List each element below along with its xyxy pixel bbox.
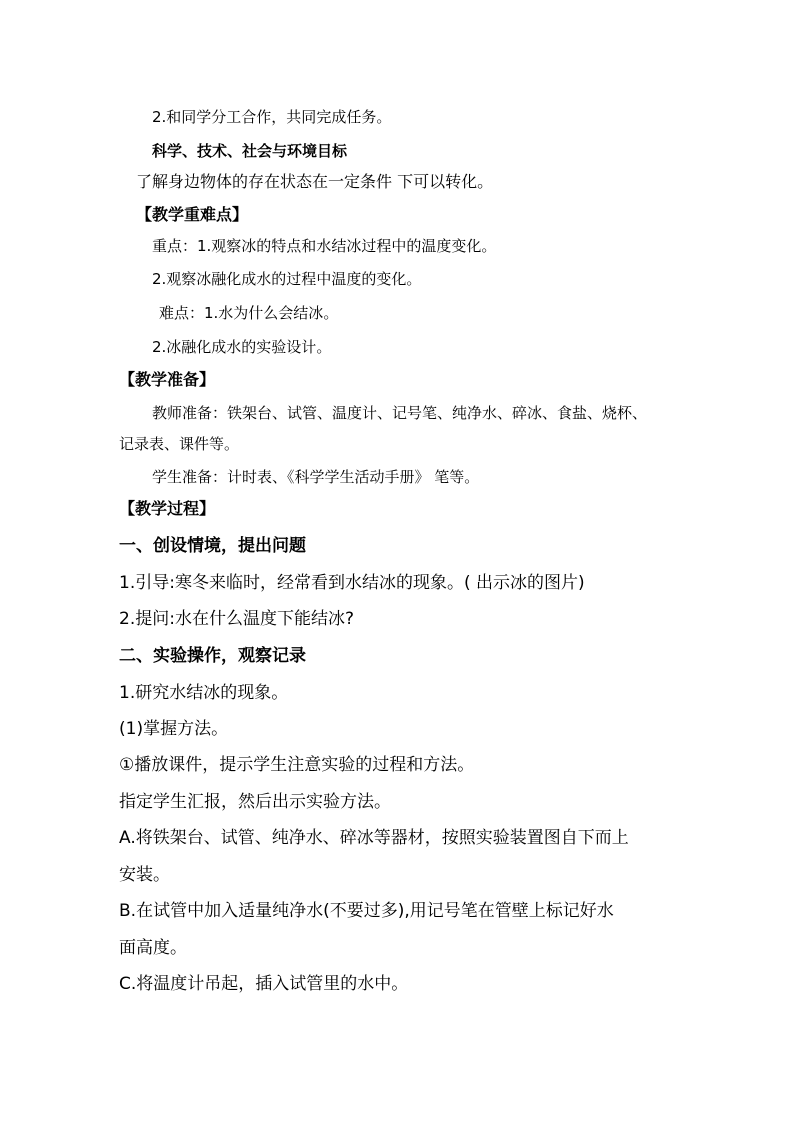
text-line: 指定学生汇报，然后出示实验方法。	[119, 792, 391, 812]
section-heading: 二、实验操作，观察记录	[119, 646, 306, 666]
text-line: 2.和同学分工合作，共同完成任务。	[152, 108, 392, 126]
text-line: 2.观察冰融化成水的过程中温度的变化。	[152, 270, 422, 288]
text-line: 记录表、课件等。	[119, 435, 240, 453]
section-heading: 科学、技术、社会与环境目标	[152, 142, 348, 160]
text-line: 了解身边物体的存在状态在一定条件 下可以转化。	[136, 172, 494, 191]
section-heading: 【教学重难点】	[136, 205, 249, 224]
text-line: 难点：1.水为什么会结冰。	[159, 304, 339, 322]
text-line: 2.提问:水在什么温度下能结冰?	[119, 609, 354, 629]
text-line: ①播放课件，提示学生注意实验的过程和方法。	[119, 755, 475, 775]
text-line: 面高度。	[119, 938, 187, 958]
text-line: 重点：1.观察冰的特点和水结冰过程中的温度变化。	[152, 237, 497, 255]
text-line: 学生准备：计时表、《科学学生活动手册》 笔等。	[152, 468, 480, 486]
text-line: 1.引导:寒冬来临时，经常看到水结冰的现象。( 出示冰的图片)	[119, 573, 585, 593]
text-line: 安装。	[119, 865, 170, 885]
text-line: A.将铁架台、试管、纯净水、碎冰等器材，按照实验装置图自下而上	[119, 828, 629, 848]
text-line: B.在试管中加入适量纯净水(不要过多),用记号笔在管壁上标记好水	[119, 901, 614, 921]
section-heading: 【教学过程】	[119, 499, 216, 518]
text-line: (1)掌握方法。	[119, 719, 229, 739]
text-line: 2.冰融化成水的实验设计。	[152, 338, 332, 356]
section-heading: 【教学准备】	[119, 370, 216, 389]
section-heading: 一、创设情境，提出问题	[119, 536, 306, 556]
text-line: C.将温度计吊起，插入试管里的水中。	[119, 974, 409, 994]
text-line: 1.研究水结冰的现象。	[119, 683, 289, 703]
text-line: 教师准备：铁架台、试管、温度计、记号笔、纯净水、碎冰、食盐、烧杯、	[152, 404, 648, 422]
